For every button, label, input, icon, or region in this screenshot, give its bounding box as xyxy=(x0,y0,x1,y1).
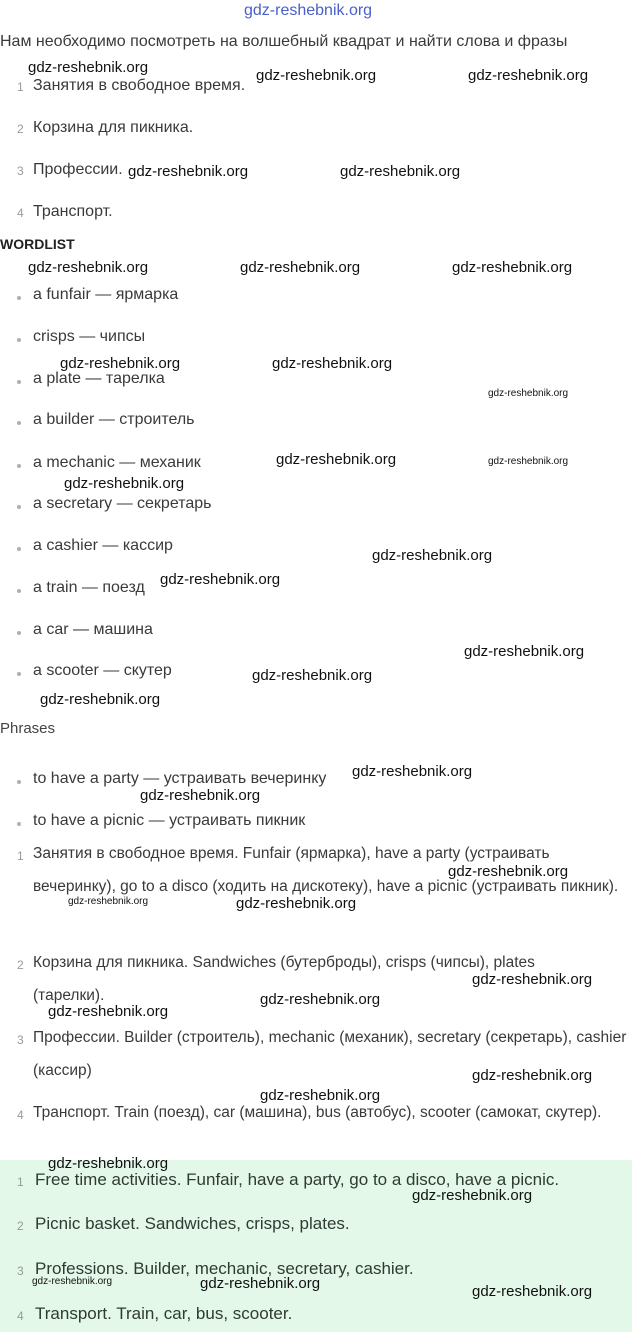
answer-number: 3 xyxy=(17,1033,24,1047)
bullet-icon xyxy=(17,589,21,593)
watermark: gdz-reshebnik.org xyxy=(128,163,249,180)
watermark: gdz-reshebnik.org xyxy=(488,388,569,399)
bullet-icon xyxy=(17,547,21,551)
watermark: gdz-reshebnik.org xyxy=(68,896,149,907)
watermark: gdz-reshebnik.org xyxy=(236,895,357,912)
bullet-icon xyxy=(17,296,21,300)
wordlist-item: a train — поезд xyxy=(33,579,145,596)
watermark: gdz-reshebnik.org xyxy=(40,691,161,708)
answer-number: 2 xyxy=(17,1219,24,1233)
task-number: 2 xyxy=(17,122,24,136)
wordlist-item: a secretary — секретарь xyxy=(33,495,212,512)
answer-item: Транспорт. Train (поезд), car (машина), bus (автобус), scooter (самокат, скутер). xyxy=(33,1104,602,1121)
wordlist-item: a scooter — скутер xyxy=(33,662,172,679)
answer-number: 1 xyxy=(17,849,24,863)
bullet-icon xyxy=(17,672,21,676)
watermark: gdz-reshebnik.org xyxy=(32,1276,113,1287)
watermark: gdz-reshebnik.org xyxy=(472,1283,593,1300)
watermark: gdz-reshebnik.org xyxy=(260,1087,381,1104)
intro-text: Нам необходимо посмотреть на волшебный квадрат и найти слова и фразы xyxy=(0,33,568,50)
answer-item: Picnic basket. Sandwiches, crisps, plates. xyxy=(35,1214,350,1233)
watermark: gdz-reshebnik.org xyxy=(276,451,397,468)
answer-number: 4 xyxy=(17,1108,24,1122)
wordlist-item: a builder — строитель xyxy=(33,411,195,428)
watermark: gdz-reshebnik.org xyxy=(472,1067,593,1084)
watermark: gdz-reshebnik.org xyxy=(28,59,149,76)
watermark: gdz-reshebnik.org xyxy=(140,787,261,804)
watermark: gdz-reshebnik.org xyxy=(352,763,473,780)
watermark: gdz-reshebnik.org xyxy=(256,67,377,84)
phrase-item: to have a picnic — устраивать пикник xyxy=(33,812,306,829)
task-number: 4 xyxy=(17,206,24,220)
watermark: gdz-reshebnik.org xyxy=(48,1003,169,1020)
phrase-item: to have a party — устраивать вечеринку xyxy=(33,770,327,787)
wordlist-item: a car — машина xyxy=(33,621,153,638)
bullet-icon xyxy=(17,822,21,826)
bullet-icon xyxy=(17,338,21,342)
wordlist-heading: WORDLIST xyxy=(0,236,75,252)
task-number: 1 xyxy=(17,80,24,94)
top-watermark: gdz-reshebnik.org xyxy=(244,2,373,19)
answer-item: Free time activities. Funfair, have a party, go to a disco, have a picnic. xyxy=(35,1170,560,1189)
english-answers-box xyxy=(0,1160,632,1332)
task-item: Профессии. xyxy=(33,161,123,178)
watermark: gdz-reshebnik.org xyxy=(260,991,381,1008)
wordlist-item: crisps — чипсы xyxy=(33,328,146,345)
bullet-icon xyxy=(17,631,21,635)
watermark: gdz-reshebnik.org xyxy=(488,456,569,467)
bullet-icon xyxy=(17,505,21,509)
phrases-heading: Phrases xyxy=(0,720,56,737)
watermark: gdz-reshebnik.org xyxy=(64,475,185,492)
watermark: gdz-reshebnik.org xyxy=(464,643,585,660)
watermark: gdz-reshebnik.org xyxy=(468,67,589,84)
bullet-icon xyxy=(17,380,21,384)
answer-item: Корзина для пикника. Sandwiches (бутерброды), crisps (чипсы), plates (тарелки). xyxy=(33,954,535,1004)
bullet-icon xyxy=(17,421,21,425)
watermark: gdz-reshebnik.org xyxy=(340,163,461,180)
watermark: gdz-reshebnik.org xyxy=(48,1155,169,1172)
watermark: gdz-reshebnik.org xyxy=(200,1275,321,1292)
watermark: gdz-reshebnik.org xyxy=(240,259,361,276)
answer-item: Профессии. Builder (строитель), mechanic (механик), secretary (секретарь), cashier (кассир) xyxy=(33,1029,627,1079)
task-number: 3 xyxy=(17,164,24,178)
answer-item: Занятия в свободное время. Funfair (ярмарка), have a party (устраивать вечеринку), go to a disco (ходить на дискотеку), have a picnic (устраивать пикник). xyxy=(33,845,619,895)
watermark: gdz-reshebnik.org xyxy=(412,1187,533,1204)
answer-item: Professions. Builder, mechanic, secretary, cashier. xyxy=(35,1259,414,1278)
bullet-icon xyxy=(17,780,21,784)
bullet-icon xyxy=(17,464,21,468)
answer-number: 4 xyxy=(17,1309,24,1323)
answer-number: 2 xyxy=(17,958,24,972)
wordlist-item: a mechanic — механик xyxy=(33,454,201,471)
wordlist-item: a cashier — кассир xyxy=(33,537,173,554)
watermark: gdz-reshebnik.org xyxy=(448,863,569,880)
task-item: Занятия в свободное время. xyxy=(33,77,246,94)
task-item: Корзина для пикника. xyxy=(33,119,194,136)
answer-item: Transport. Train, car, bus, scooter. xyxy=(35,1304,293,1323)
watermark: gdz-reshebnik.org xyxy=(372,547,493,564)
wordlist-item: a funfair — ярмарка xyxy=(33,286,179,303)
watermark: gdz-reshebnik.org xyxy=(28,259,149,276)
answer-number: 1 xyxy=(17,1175,24,1189)
wordlist-item: a plate — тарелка xyxy=(33,370,165,387)
watermark: gdz-reshebnik.org xyxy=(452,259,573,276)
watermark: gdz-reshebnik.org xyxy=(472,971,593,988)
watermark: gdz-reshebnik.org xyxy=(252,667,373,684)
watermark: gdz-reshebnik.org xyxy=(160,571,281,588)
task-item: Транспорт. xyxy=(33,203,113,220)
watermark: gdz-reshebnik.org xyxy=(272,355,393,372)
answer-number: 3 xyxy=(17,1264,24,1278)
watermark: gdz-reshebnik.org xyxy=(60,355,181,372)
